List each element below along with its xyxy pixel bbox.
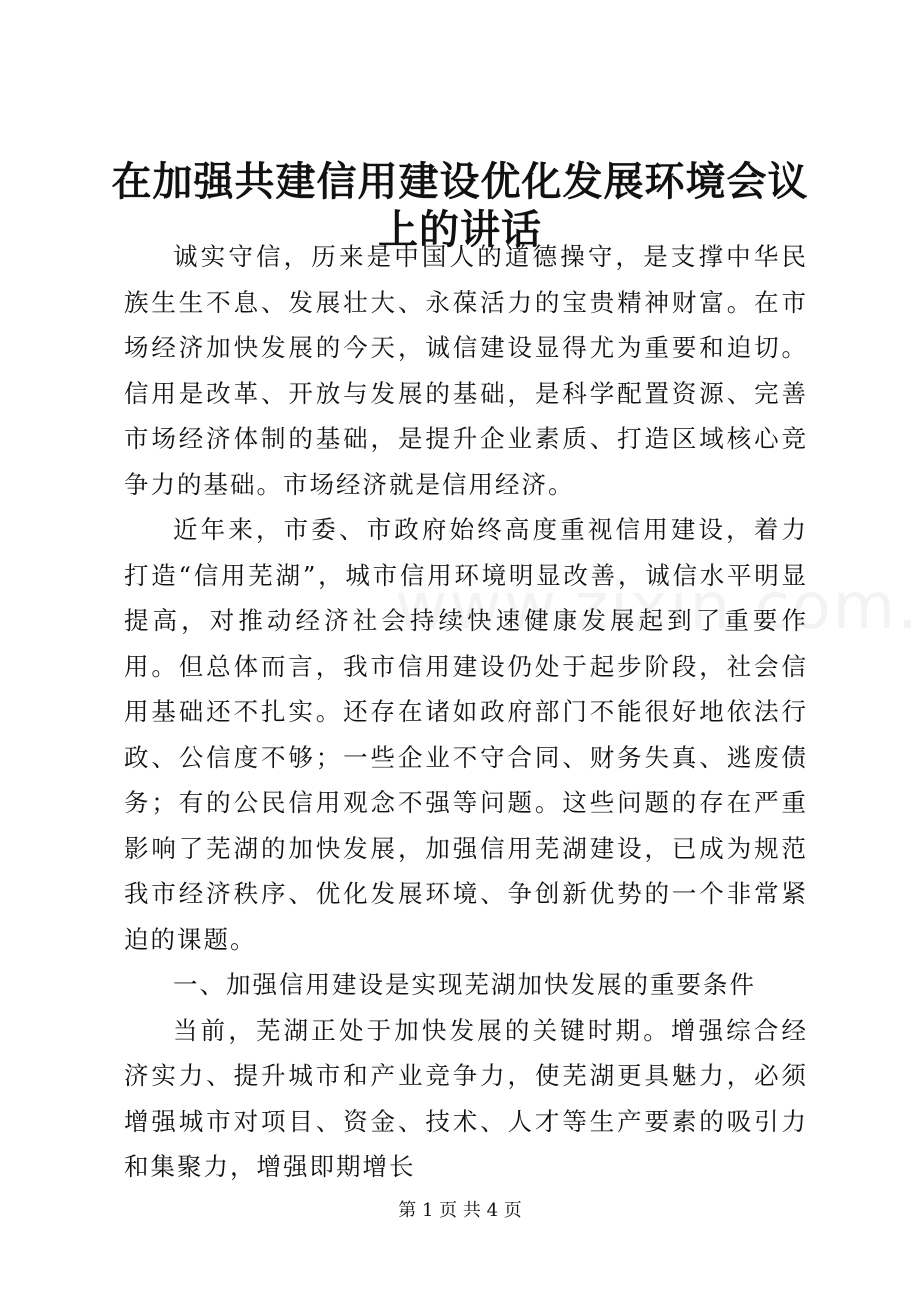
page-number-label: 第 1 页 共 4 页 [398, 1200, 522, 1221]
paragraph-2: 近年来，市委、市政府始终高度重视信用建设，着力打造“信用芜湖”，城市信用环境明显改善，诚信水平明显提高，对推动经济社会持续快速健康发展起到了重要作用。但总体而言，我市信用建设仍处于起步阶段，社会信用基础还不扎实。还存在诸如政府部门不能很好地依法行政、公信度不够；一些企业不守合同、财务失真、逃废债务；有的公民信用观念不强等问题。这些问题的存在严重影响了芜湖的加快发展，加强信用芜湖建设，已成为规范我市经济秩序、优化发展环境、争创新优势的一个非常紧迫的课题。 [124, 515, 808, 954]
document-body [124, 234, 808, 1190]
document-title: 在加强共建信用建设优化发展环境会议上的讲话 [111, 158, 809, 253]
paragraph-1: 诚实守信，历来是中国人的道德操守，是支撑中华民族生生不息、发展壮大、永葆活力的宝贵精神财富。在市场经济加快发展的今天，诚信建设显得尤为重要和迫切。信用是改革、开放与发展的基础，是科学配置资源、完善市场经济体制的基础，是提升企业素质、打造区域核心竞争力的基础。市场经济就是信用经济。 [124, 242, 808, 499]
section-heading-1: 一、加强信用建设是实现芜湖加快发展的重要条件 [173, 970, 756, 999]
page-footer [0, 1199, 920, 1223]
paragraph-3: 当前，芜湖正处于加快发展的关键时期。增强综合经济实力、提升城市和产业竞争力，使芜湖更具魅力，必须增强城市对项目、资金、技术、人才等生产要素的吸引力和集聚力，增强即期增长 [124, 1015, 808, 1181]
